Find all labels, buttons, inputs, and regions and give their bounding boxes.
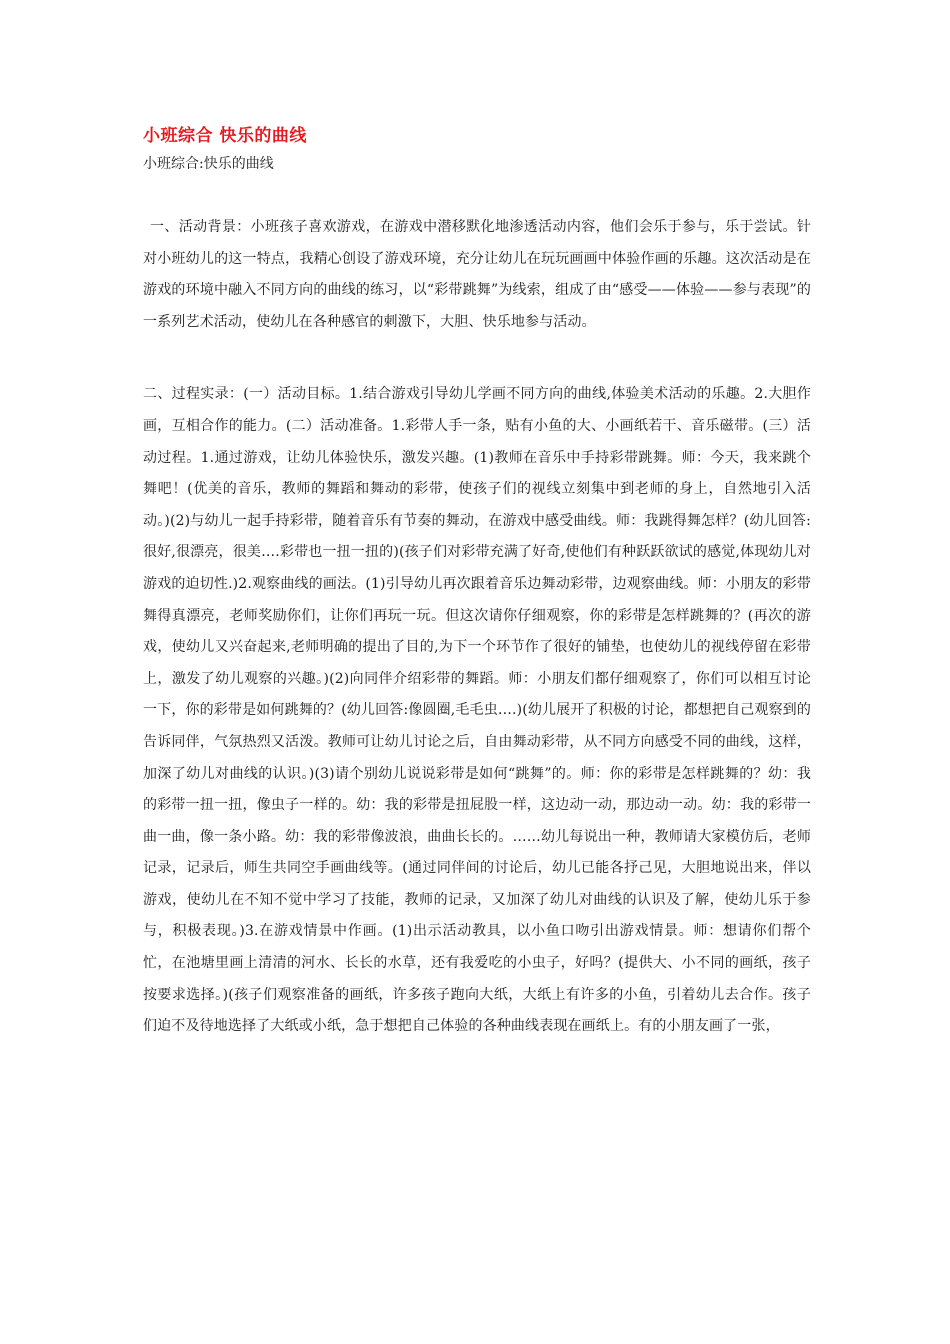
paragraph-background: 一、活动背景：小班孩子喜欢游戏，在游戏中潜移默化地渗透活动内容，他们会乐于参与，乐于尝试。针对小班幼儿的这一特点，我精心创设了游戏环境，充分让幼儿在玩玩画画中体验作画的乐趣。这次活动是在游戏的环境中融入不同方向的曲线的练习，以“彩带跳舞”为线索，组成了由“感受——体验——参与表现”的一系列艺术活动，使幼儿在各种感官的刺激下，大胆、快乐地参与活动。: [143, 219, 811, 330]
paragraph-process: 二、过程实录：(一）活动目标。1.结合游戏引导幼儿学画不同方向的曲线,体验美术活动的乐趣。2.大胆作画，互相合作的能力。(二）活动准备。1.彩带人手一条，贴有小鱼的大、小画纸若干、音乐磁带。(三）活动过程。1.通过游戏，让幼儿体验快乐，激发兴趣。(1)教师在音乐中手持彩带跳舞。师：今天，我来跳个舞吧！(优美的音乐，教师的舞蹈和舞动的彩带，使孩子们的视线立刻集中到老师的身上，自然地引入活动。)(2)与幼儿一起手持彩带，随着音乐有节奏的舞动，在游戏中感受曲线。师：我跳得舞怎样？(幼儿回答:很好,很漂亮，很美….彩带也一扭一扭的)(孩子们对彩带充满了好奇,使他们有种跃跃欲试的感觉,体现幼儿对游戏的迫切性.)2.观察曲线的画法。(1)引导幼儿再次跟着音乐边舞动彩带，边观察曲线。师：小朋友的彩带舞得真漂亮，老师奖励你们，让你们再玩一玩。但这次请你仔细观察，你的彩带是怎样跳舞的？(再次的游戏，使幼儿又兴奋起来,老师明确的提出了目的,为下一个环节作了很好的铺垫，也使幼儿的视线停留在彩带上，激发了幼儿观察的兴趣。)(2)向同伴介绍彩带的舞蹈。师：小朋友们都仔细观察了，你们可以相互讨论一下，你的彩带是如何跳舞的？(幼儿回答:像圆圈,毛毛虫….)(幼儿展开了积极的讨论，都想把自己观察到的告诉同伴，气氛热烈又活泼。教师可让幼儿讨论之后，自由舞动彩带，从不同方向感受不同的曲线，这样，加深了幼儿对曲线的认识。)(3)请个别幼儿说说彩带是如何“跳舞”的。师：你的彩带是怎样跳舞的？幼：我的彩带一扭一扭，像虫子一样的。幼：我的彩带是扭屁股一样，这边动一动，那边动一动。幼：我的彩带一曲一曲，像一条小路。幼：我的彩带像波浪，曲曲长长的。……幼儿每说出一种，教师请大家模仿后，老师记录，记录后，师生共同空手画曲线等。(通过同伴间的讨论后，幼儿已能各抒己见，大胆地说出来，伴以游戏，使幼儿在不知不觉中学习了技能，教师的记录，又加深了幼儿对曲线的认识及了解，使幼儿乐于参与，积极表现。)3.在游戏情景中作画。(1)出示活动教具，以小鱼口吻引出游戏情景。师：想请你们帮个忙，在池塘里画上清清的河水、长长的水草，还有我爱吃的小虫子，好吗？(提供大、小不同的画纸，孩子按要求选择。)(孩子们观察准备的画纸，许多孩子跑向大纸，大纸上有许多的小鱼，引着幼儿去合作。孩子们迫不及待地选择了大纸或小纸，急于想把自己体验的各种曲线表现在画纸上。有的小朋友画了一张，: [143, 386, 811, 1035]
document-subtitle: 小班综合:快乐的曲线: [143, 156, 274, 172]
document-page: [143, 118, 811, 1043]
document-title: 小班综合 快乐的曲线: [143, 126, 307, 146]
